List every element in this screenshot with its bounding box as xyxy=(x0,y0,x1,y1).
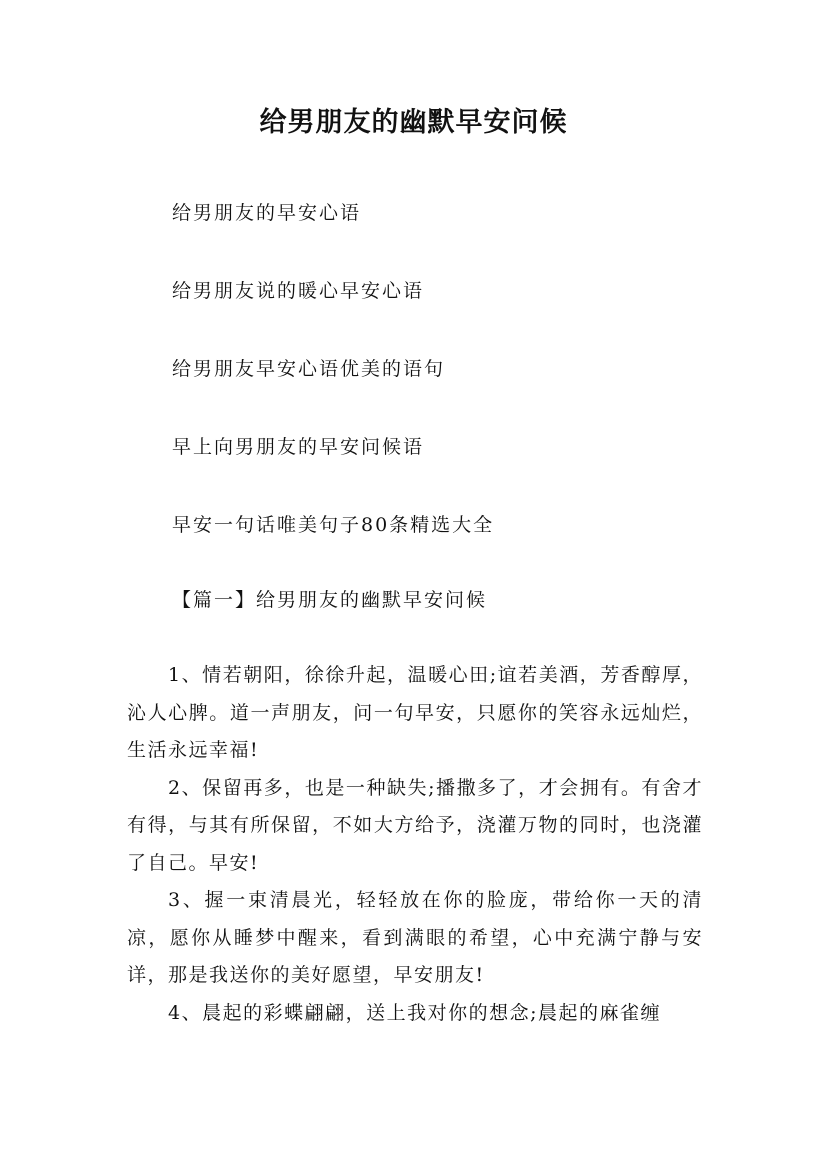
document-title: 给男朋友的幽默早安问候 xyxy=(259,107,568,138)
section-heading: 【篇一】给男朋友的幽默早安问候 xyxy=(172,589,488,611)
toc-item: 给男朋友早安心语优美的语句 xyxy=(172,358,446,380)
body-text xyxy=(127,657,703,1032)
paragraph: 3、握一束清晨光，轻轻放在你的脸庞，带给你一天的清凉，愿你从睡梦中醒来，看到满眼的希望，心中充满宁静与安详，那是我送你的美好愿望，早安朋友! xyxy=(127,889,703,986)
toc-item: 给男朋友说的暖心早安心语 xyxy=(172,280,425,302)
table-of-contents xyxy=(172,193,732,545)
paragraph: 1、情若朝阳，徐徐升起，温暖心田;谊若美酒，芳香醇厚，沁人心脾。道一声朋友，问一句早安，只愿你的笑容永远灿烂，生活永远幸福! xyxy=(127,664,703,761)
toc-item: 给男朋友的早安心语 xyxy=(172,202,362,224)
toc-item: 早安一句话唯美句子80条精选大全 xyxy=(172,514,495,536)
toc-item: 早上向男朋友的早安问候语 xyxy=(172,436,425,458)
paragraph: 4、晨起的彩蝶翩翩，送上我对你的想念;晨起的麻雀缠 xyxy=(168,1001,661,1024)
paragraph: 2、保留再多，也是一种缺失;播撒多了，才会拥有。有舍才有得，与其有所保留，不如大方给予，浇灌万物的同时，也浇灌了自己。早安! xyxy=(127,776,703,874)
